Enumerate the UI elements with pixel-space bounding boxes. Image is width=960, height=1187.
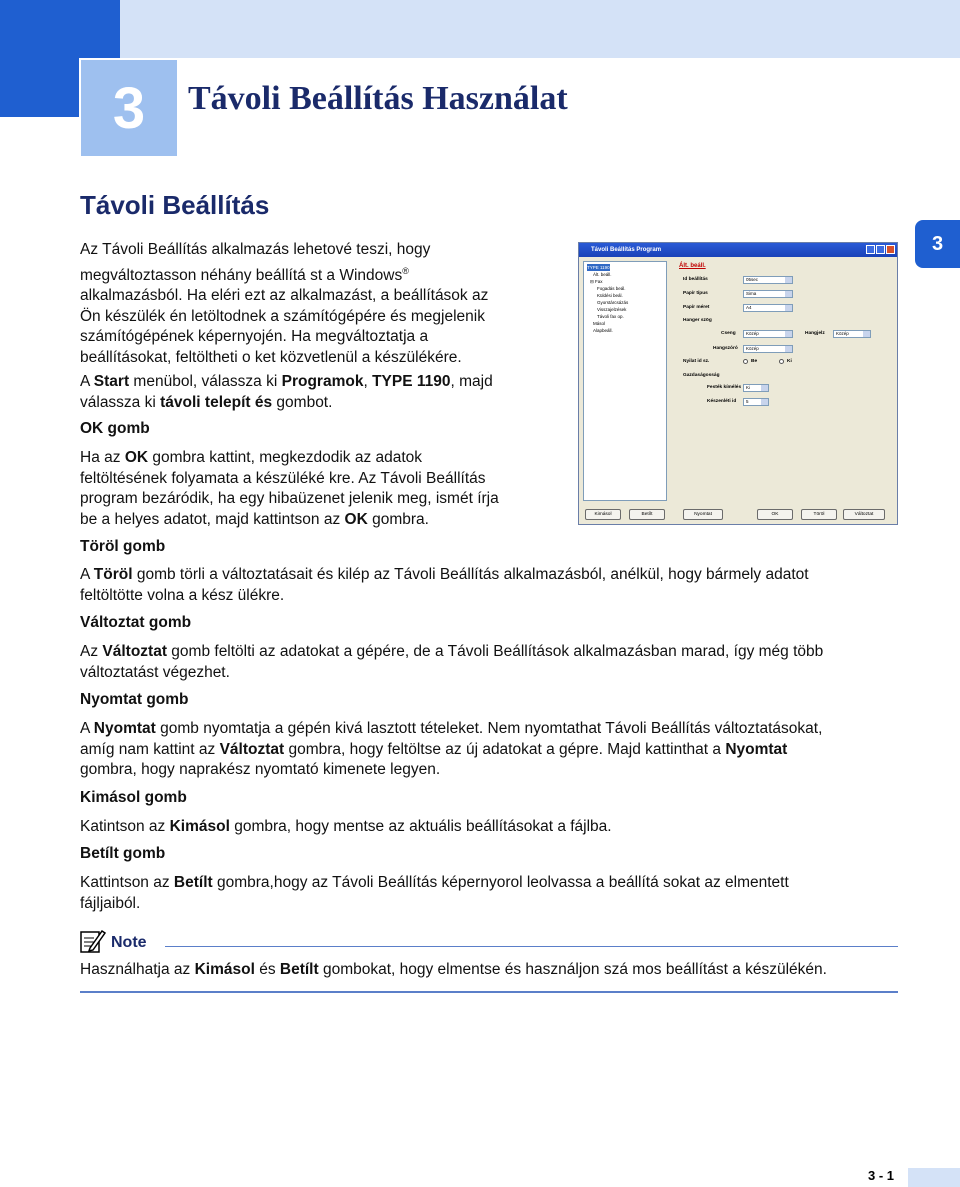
note-bottom-divider xyxy=(80,991,898,993)
beep-select: Közép xyxy=(833,330,871,338)
sleep-spin: 5 xyxy=(743,398,769,406)
toner-select: Ki xyxy=(743,384,769,392)
program-window-screenshot xyxy=(578,242,898,525)
field-label: Hangszóró xyxy=(713,346,738,351)
tree-item: Távoli fax op. xyxy=(597,314,624,319)
chapter-title: Távoli Beállítás Használat xyxy=(188,80,568,117)
tree-item: Gyorstárcsázás xyxy=(597,300,629,305)
betilt-paragraph: Kattintson az Betílt gombra,hogy az Távoli Beállítás képernyorol leolvassa a beállítá sokat az elmentett fájljaiból. xyxy=(80,874,789,912)
chapter-number: 3 xyxy=(112,75,146,141)
close-icon xyxy=(886,245,895,254)
kimasol-heading: Kimásol gomb xyxy=(80,789,187,806)
side-chapter-tab xyxy=(915,220,960,268)
intro-line: Ön készülék én letöltodnek a számítógépére és megjelenik xyxy=(80,307,485,325)
page-number: 3 - 1 xyxy=(868,1168,895,1183)
intro-line: Az Távoli Beállítás alkalmazás lehetové teszi, hogy xyxy=(80,241,431,258)
ok-paragraph: Ha az OK gombra kattint, megkezdodik az adatok feltöltésének folyamata a készüléké kre. Az Távoli Beállítás program bezáródik, ha egy hibaüzenet jelenik meg, ismét írja be a helyes adatot, majd kattintson az OK gombra. xyxy=(80,449,499,528)
field-label: Ki xyxy=(787,359,792,364)
field-label: Cseng xyxy=(721,331,736,336)
field-label: Papír típus xyxy=(683,291,708,296)
paper-size-select: A4 xyxy=(743,304,793,312)
tree-item: TYPE 1190 xyxy=(587,265,610,270)
ok-heading: OK gomb xyxy=(80,420,150,437)
tree-item: Küldési beál. xyxy=(597,293,623,298)
ring-select: Közép xyxy=(743,330,793,338)
tree-item: Ált. beáll. xyxy=(593,272,612,277)
radio-off xyxy=(779,359,784,364)
note-label: Note xyxy=(111,934,147,951)
radio-on xyxy=(743,359,748,364)
section-title: Távoli Beállítás xyxy=(80,190,270,220)
torol-heading: Töröl gomb xyxy=(80,538,166,555)
field-label: Be xyxy=(751,359,758,364)
header-band xyxy=(120,0,960,58)
kimasol-paragraph: Katintson az Kimásol gombra, hogy mentse az aktuális beállításokat a fájlba. xyxy=(80,818,612,835)
chapter-number-box xyxy=(79,58,179,158)
id-select: 05sec xyxy=(743,276,793,284)
tree-item: Másol xyxy=(593,321,606,326)
valtoztat-paragraph: Az Változtat gomb feltölti az adatokat a gépére, de a Távoli Beállítások alkalmazásban marad, így még több változtatást végezhet. xyxy=(80,643,824,681)
field-label: Festék kímélés xyxy=(707,385,742,390)
intro-line: számítógépének képernyojén. Ha megváltoztatja a xyxy=(80,328,429,346)
field-label: Hangjelz xyxy=(805,331,825,336)
intro-line: alkalmazásból. Ha eléri ezt az alkalmazást, a beállítások az xyxy=(80,287,489,305)
field-label: Készenléti id xyxy=(707,399,737,404)
betilt-heading: Betílt gomb xyxy=(80,845,166,862)
tree-item: ⊟ Fax xyxy=(590,279,603,284)
side-tab-number: 3 xyxy=(931,232,944,255)
ok-button: OK xyxy=(757,509,793,520)
maximize-icon xyxy=(876,245,885,254)
settings-tree xyxy=(583,261,667,501)
nyomtat-heading: Nyomtat gomb xyxy=(80,691,189,708)
window-titlebar xyxy=(579,243,897,257)
field-label: Hanger szög xyxy=(683,318,712,323)
apply-button: Változtat xyxy=(843,509,885,520)
cancel-button: Töröl xyxy=(801,509,837,520)
window-title: Távoli Beállítás Program xyxy=(591,247,662,253)
valtoztat-heading: Változtat gomb xyxy=(80,614,192,631)
field-label: Nyilat id sz. xyxy=(683,359,710,364)
intro-line: megváltoztasson néhány beállítá st a Windows® xyxy=(80,265,409,284)
field-label: Gazdaságosság xyxy=(683,373,720,378)
start-paragraph: A Start menübol, válassza ki Programok, TYPE 1190, majd válassza ki távoli telepít és gombot. xyxy=(80,373,493,411)
import-button: Betílt xyxy=(629,509,665,520)
tree-item: Alapbeáll. xyxy=(593,328,613,333)
tree-item: Fogadás beál. xyxy=(597,286,626,291)
paper-type-select: Sima xyxy=(743,290,793,298)
intro-paragraph xyxy=(80,240,488,368)
footer-accent-bar xyxy=(908,1168,960,1187)
note-paragraph: Használhatja az Kimásol és Betílt gombokat, hogy elmentse és használjon szá mos beállítást a készülékén. xyxy=(80,961,827,978)
window-controls xyxy=(866,245,895,254)
panel-title: Ált. beáll. xyxy=(679,263,706,269)
note-pencil-icon xyxy=(80,928,106,954)
torol-paragraph: A Töröl gomb törli a változtatásait és kilép az Távoli Beállítás alkalmazásból, anélkül, hogy bármely adatot feltöltötte volna a kész ülékre. xyxy=(80,566,809,604)
minimize-icon xyxy=(866,245,875,254)
print-button: Nyomtat xyxy=(683,509,723,520)
field-label: Papír méret xyxy=(683,305,710,310)
settings-panel xyxy=(671,261,893,501)
tree-item: Visszajelzések xyxy=(597,307,627,312)
export-button: Kimásol xyxy=(585,509,621,520)
speaker-select: Közép xyxy=(743,345,793,353)
intro-line: beállításokat, feltöltheti o ket közvetlenül a készülékére. xyxy=(80,348,462,366)
field-label: Id beállítás xyxy=(683,277,708,282)
nyomtat-paragraph: A Nyomtat gomb nyomtatja a gépén kivá lasztott tételeket. Nem nyomtathat Távoli Beállítás változtatásokat, amíg nam kattint az Változtat gombra, hogy feltöltse az új adatokat a gépre. Majd kattinthat a Nyomtat gombra, hogy naprakész nyomtató kimenete legyen. xyxy=(80,720,823,778)
note-divider xyxy=(165,946,898,947)
